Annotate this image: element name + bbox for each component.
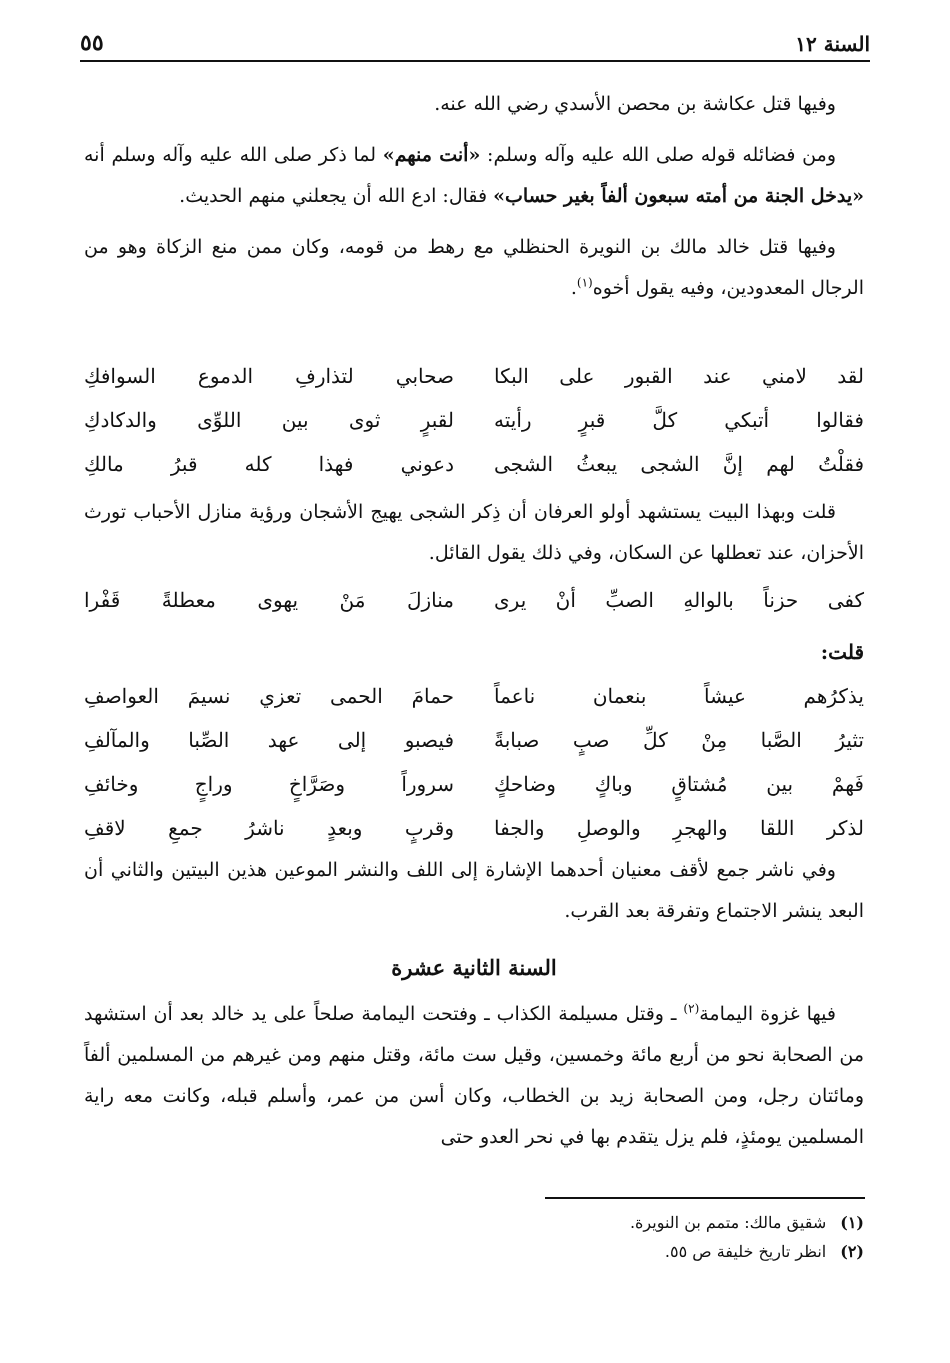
page-number: ٥٥ bbox=[80, 30, 104, 56]
first-hemistich: يذكرُهم عيشاً بنعمان ناعماً bbox=[494, 684, 864, 708]
paragraph-commentary: قلت وبهذا البيت يستشهد أولو العرفان أن ذِكر الشجى يهيج الأشجان ورؤية منازل الأحباب تورث الأحزان، عند تعطلها عن السكان، وفي ذلك يقول القائل. bbox=[84, 501, 864, 564]
footnote-item bbox=[630, 1237, 864, 1266]
second-hemistich: دعوني فهذا كله قبرُ مالكِ bbox=[84, 452, 454, 476]
paragraph-malik bbox=[84, 227, 864, 309]
paragraph-okasha: وفيها قتل عكاشة بن محصن الأسدي رضي الله عنه. bbox=[434, 93, 836, 115]
paragraph-rhetoric: وفي ناشر جمع لأقف معنيان أحدهما الإشارة إلى اللف والنشر الموعين هذين البيتين والثاني أن البعد ينشر الاجتماع وتفرقة بعد القرب. bbox=[84, 859, 864, 922]
paragraph-block-4 bbox=[84, 994, 864, 1158]
footnote-divider bbox=[545, 1197, 865, 1199]
paragraph-virtues bbox=[84, 135, 864, 217]
poem-verse bbox=[84, 578, 864, 622]
running-head bbox=[80, 22, 870, 62]
footnote-number: (١) bbox=[840, 1213, 864, 1232]
first-hemistich: فقلْتُ لهم إنَّ الشجى يبعثُ الشجى bbox=[494, 452, 864, 476]
second-hemistich: وقربٍ وبعدٍ ناشرُ جمعِ لاقفِ bbox=[84, 816, 454, 840]
hadith-quote-2: «يدخل الجنة من أمته سبعون ألفاً بغير حساب» bbox=[493, 185, 864, 207]
first-hemistich: فَهمْ بين مُشتاقٍ وباكٍ وضاحكٍ bbox=[494, 772, 864, 796]
first-hemistich: فقالوا أتبكي كلَّ قبرٍ رأيته bbox=[494, 408, 864, 432]
footnotes bbox=[630, 1208, 864, 1266]
text: . bbox=[570, 277, 577, 299]
text: ـ وقتل مسيلمة الكذاب ـ وفتحت اليمامة صلحاً على يد خالد بعد أن استشهد من الصحابة نحو من أربع مائة وخمسين، وقيل ست مائة، وقتل منهم ومن غيرهم من المسلمين ألفاً ومائتان رجل، ومن الصحابة زيد بن الخطاب، وكان أسن من عمر، وأسلم قبله، وكانت معه راية المسلمين يومئذٍ، فلم يزل يتقدم بها في نحر العدو حتى bbox=[84, 1003, 864, 1148]
poem-verse bbox=[84, 762, 864, 806]
paragraph-block-3 bbox=[84, 850, 864, 932]
running-title: السنة ١٢ bbox=[795, 32, 870, 56]
second-hemistich: منازلَ مَنْ يهوى معطلةً قَفْرا bbox=[84, 588, 454, 612]
paragraph-block-2 bbox=[84, 492, 864, 574]
first-hemistich: لقد لامني عند القبور على البكا bbox=[494, 364, 864, 388]
footnote-item bbox=[630, 1208, 864, 1237]
second-hemistich: حمامَ الحمى تعزي نسيمَ العواصفِ bbox=[84, 684, 454, 708]
second-hemistich: فيصبو إلى عهد الصِّبا والمآلفِ bbox=[84, 728, 454, 752]
poem-verse bbox=[84, 442, 864, 486]
poem-verse bbox=[84, 806, 864, 850]
poem-verse bbox=[84, 354, 864, 398]
footnote-ref-1: (١) bbox=[576, 275, 593, 290]
poem-verse bbox=[84, 718, 864, 762]
poem-verse bbox=[84, 398, 864, 442]
hadith-quote-1: «أنت منهم» bbox=[382, 144, 481, 166]
text: فيها غزوة اليمامة bbox=[699, 1003, 836, 1025]
first-hemistich: كفى حزناً بالوالهِ الصبِّ أنْ يرى bbox=[494, 588, 864, 612]
second-hemistich: صحابي لتذارفِ الدموع السوافكِ bbox=[84, 364, 454, 388]
section-title: السنة الثانية عشرة bbox=[391, 955, 557, 980]
paragraph-yamama bbox=[84, 994, 864, 1158]
first-hemistich: لذكر اللقا والهجرِ والوصلِ والجفا bbox=[494, 816, 864, 840]
poem-malik bbox=[84, 354, 864, 486]
poem-doves bbox=[84, 674, 864, 850]
poem-verse bbox=[84, 674, 864, 718]
gloss-label: قلت: bbox=[820, 640, 864, 664]
text: فقال: ادع الله أن يجعلني منهم الحديث. bbox=[179, 185, 494, 207]
second-hemistich: لقبرٍ ثوى بين اللوِّى والدكادكِ bbox=[84, 408, 454, 432]
paragraph-block-1 bbox=[84, 84, 864, 309]
text: وفيها قتل خالد مالك بن النويرة الحنظلي مع رهط من قومه، وكان ممن منع الزكاة وهو من الرجال المعدودين، وفيه يقول أخوه bbox=[84, 236, 864, 299]
text: ومن فضائله قوله صلى الله عليه وآله وسلم: bbox=[480, 144, 836, 166]
poem-longing bbox=[84, 578, 864, 622]
footnote-number: (٢) bbox=[840, 1242, 864, 1261]
text: لما ذكر صلى الله عليه وآله وسلم أنه bbox=[84, 144, 383, 166]
footnote-ref-2: (٢) bbox=[683, 1001, 700, 1016]
footnote-text: شقيق مالك: متمم بن النويرة. bbox=[629, 1213, 827, 1232]
footnote-text: انظر تاريخ خليفة ص ٥٥. bbox=[664, 1242, 827, 1261]
second-hemistich: سروراً وصَرَّاخٍ وراجٍ وخائفِ bbox=[84, 772, 454, 796]
first-hemistich: تثيرُ الصَّبا مِنْ كلِّ صبٍ صبابةً bbox=[494, 728, 864, 752]
